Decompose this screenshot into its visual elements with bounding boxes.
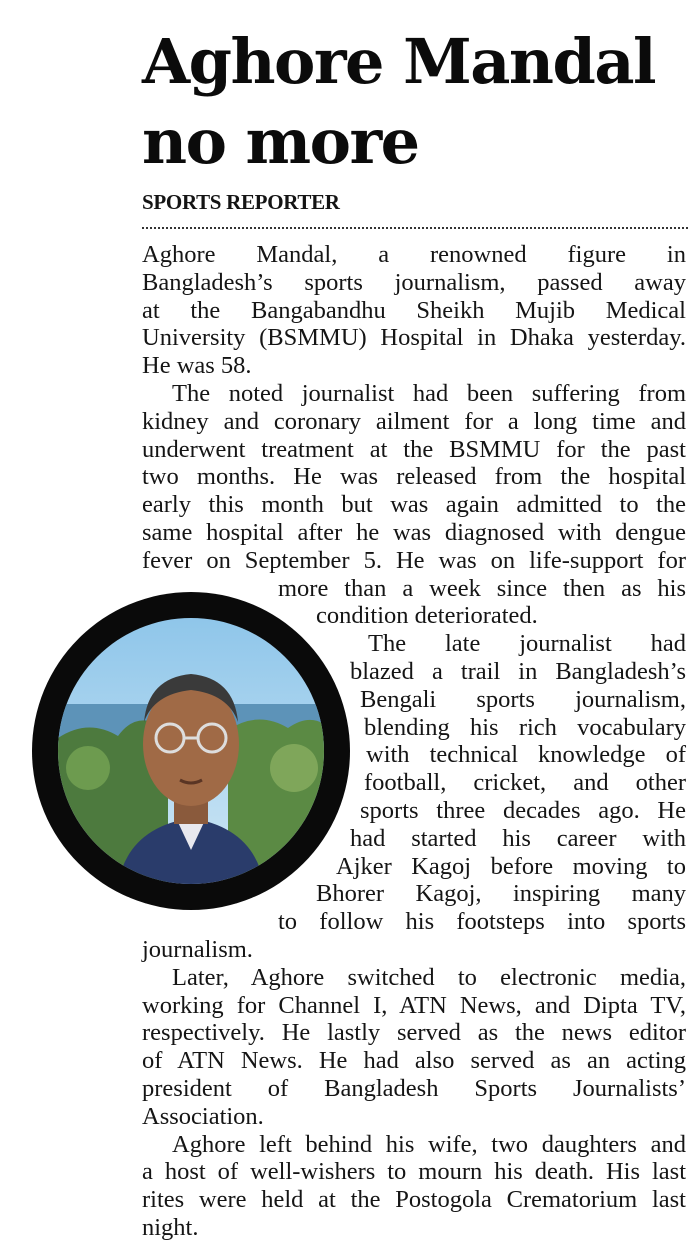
body-line: had started his career with (350, 824, 686, 852)
body-line: Bangladesh’s sports journalism, passed away (142, 268, 686, 296)
body-line: working for Channel I, ATN News, and Dipta TV, (142, 991, 686, 1019)
body-line: more than a week since then as his (278, 574, 686, 602)
portrait-photo (32, 592, 350, 910)
headline-line-1: Aghore Mandal (142, 25, 656, 98)
body-line: Bengali sports journalism, (360, 685, 686, 713)
body-line: kidney and coronary ailment for a long time and (142, 407, 686, 435)
byline: SPORTS REPORTER (142, 190, 340, 214)
body-line: University (BSMMU) Hospital in Dhaka yesterday. (142, 324, 686, 352)
body-line: president of Bangladesh Sports Journalists’ (142, 1075, 686, 1102)
body-line: Aghore left behind his wife, two daughters and (172, 1130, 686, 1158)
body-line: a host of well-wishers to mourn his death. His last (142, 1158, 686, 1186)
body-line: blazed a trail in Bangladesh’s (350, 658, 686, 685)
body-line: fever on September 5. He was on life-support for (142, 546, 686, 574)
body-line: at the Bangabandhu Sheikh Mujib Medical (142, 296, 686, 324)
body-line: same hospital after he was diagnosed with dengue (142, 519, 686, 546)
headline (142, 22, 692, 182)
body-line: He was 58. (142, 352, 252, 380)
body-line: night. (142, 1214, 199, 1241)
body-line: sports three decades ago. He (360, 797, 686, 824)
body-line: football, cricket, and other (364, 769, 686, 797)
body-line: rites were held at the Postogola Crematorium last (142, 1186, 686, 1214)
body-line: Bhorer Kagoj, inspiring many (316, 880, 686, 908)
body-line: Association. (142, 1102, 264, 1130)
body-line: blending his rich vocabulary (364, 713, 686, 741)
body-line: of ATN News. He had also served as an acting (142, 1047, 686, 1075)
body-line: condition deteriorated. (316, 602, 538, 630)
body-line: Ajker Kagoj before moving to (336, 852, 686, 880)
headline-line-2: no more (142, 105, 419, 178)
portrait-image (58, 618, 324, 884)
body-line: respectively. He lastly served as the news editor (142, 1019, 686, 1047)
dotted-rule (142, 227, 688, 229)
body-line: Aghore Mandal, a renowned figure in (142, 241, 686, 268)
body-line: The late journalist had (368, 630, 686, 658)
body-line: journalism. (142, 936, 253, 963)
body-line: Later, Aghore switched to electronic media, (172, 963, 686, 991)
body-line: two months. He was released from the hospital (142, 463, 686, 491)
body-line: underwent treatment at the BSMMU for the past (142, 435, 686, 463)
body-line: The noted journalist had been suffering from (172, 380, 686, 407)
body-line: with technical knowledge of (366, 741, 686, 769)
body-line: early this month but was again admitted to the (142, 491, 686, 519)
body-line: to follow his footsteps into sports (278, 908, 686, 936)
